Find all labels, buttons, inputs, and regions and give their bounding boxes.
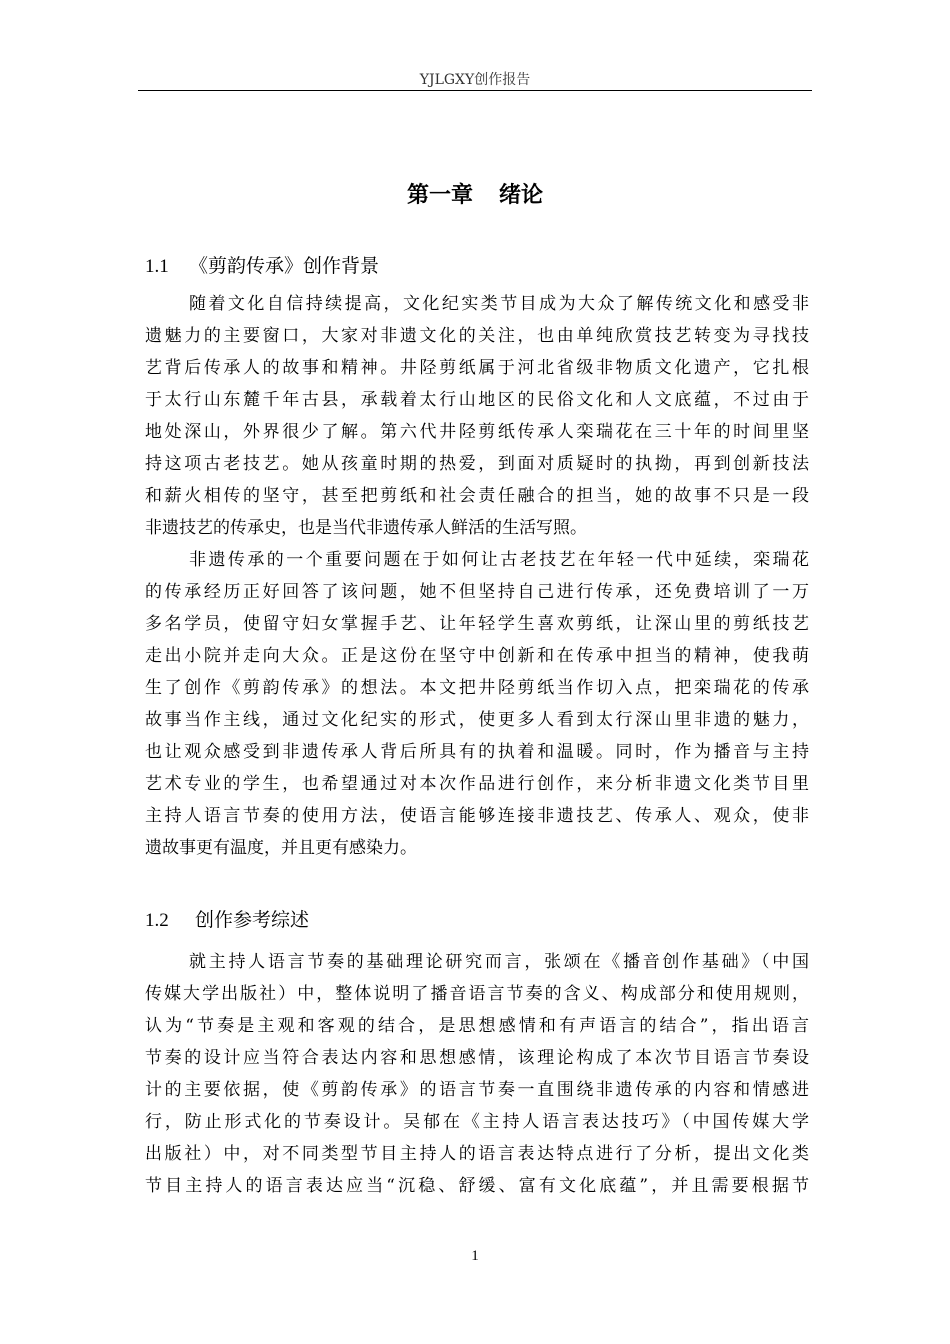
paragraph-line: 传媒大学出版社）中，整体说明了播音语言节奏的含义、构成部分和使用规则，	[145, 984, 809, 1004]
paragraph-line: 出版社）中，对不同类型节目主持人的语言表达特点进行了分析，提出文化类	[145, 1144, 809, 1164]
paragraph-line: 遗魅力的主要窗口，大家对非遗文化的关注，也由单纯欣赏技艺转变为寻找技	[145, 326, 809, 346]
paragraph-line: 认为“节奏是主观和客观的结合，是思想感情和有声语言的结合”，指出语言	[145, 1016, 809, 1036]
header-rule	[138, 90, 812, 91]
section-number: 1.2	[145, 910, 169, 931]
page-number: 1	[471, 1248, 479, 1264]
paragraph-line: 也让观众感受到非遗传承人背后所具有的执着和温暖。同时，作为播音与主持	[145, 742, 809, 762]
paragraph-line: 地处深山，外界很少了解。第六代井陉剪纸传承人栾瑞花在三十年的时间里坚	[145, 422, 809, 442]
section-1-2-body	[145, 946, 809, 1202]
paragraph-line: 就主持人语言节奏的基础理论研究而言，张颂在《播音创作基础》（中国	[189, 952, 809, 972]
paragraph-line: 走出小院并走向大众。正是这份在坚守中创新和在传承中担当的精神，使我萌	[145, 646, 809, 666]
paragraph-line: 艺背后传承人的故事和精神。井陉剪纸属于河北省级非物质文化遗产，它扎根	[145, 358, 809, 378]
section-heading-1-1	[145, 252, 379, 281]
paragraph-line: 生了创作《剪韵传承》的想法。本文把井陉剪纸当作切入点，把栾瑞花的传承	[145, 678, 809, 698]
paragraph-line: 和薪火相传的坚守，甚至把剪纸和社会责任融合的担当，她的故事不只是一段	[145, 486, 809, 506]
paragraph-line: 非遗技艺的传承史，也是当代非遗传承人鲜活的生活写照。	[145, 518, 587, 538]
paragraph-line: 多名学员，使留守妇女掌握手艺、让年轻学生喜欢剪纸，让深山里的剪纸技艺	[145, 614, 809, 634]
paragraph-line: 行，防止形式化的节奏设计。吴郁在《主持人语言表达技巧》（中国传媒大学	[145, 1112, 809, 1132]
chapter-title	[138, 180, 812, 212]
paragraph-line: 节目主持人的语言表达应当“沉稳、舒缓、富有文化底蕴”，并且需要根据节	[145, 1176, 809, 1196]
paragraph-line: 于太行山东麓千年古县，承载着太行山地区的民俗文化和人文底蕴，不过由于	[145, 390, 809, 410]
paragraph-line: 艺术专业的学生，也希望通过对本次作品进行创作，来分析非遗文化类节目里	[145, 774, 809, 794]
paragraph-line: 持这项古老技艺。她从孩童时期的热爱，到面对质疑时的执拗，再到创新技法	[145, 454, 809, 474]
section-title: 《剪韵传承》创作背景	[189, 255, 380, 277]
paragraph-line: 故事当作主线，通过文化纪实的形式，使更多人看到太行深山里非遗的魅力，	[145, 710, 809, 730]
paragraph-line: 的传承经历正好回答了该问题，她不但坚持自己进行传承，还免费培训了一万	[145, 582, 809, 602]
chapter-label: 第一章	[406, 183, 473, 208]
chapter-name: 绪论	[499, 183, 544, 208]
paragraph-line: 主持人语言节奏的使用方法，使语言能够连接非遗技艺、传承人、观众，使非	[145, 806, 809, 826]
paragraph-line: 随着文化自信持续提高，文化纪实类节目成为大众了解传统文化和感受非	[189, 294, 809, 314]
paragraph-line: 节奏的设计应当符合表达内容和思想感情，该理论构成了本次节目语言节奏设	[145, 1048, 809, 1068]
section-title: 创作参考综述	[195, 909, 310, 931]
paragraph-line: 遗故事更有温度，并且更有感染力。	[145, 838, 417, 858]
paragraph-line: 非遗传承的一个重要问题在于如何让古老技艺在年轻一代中延续，栾瑞花	[189, 550, 809, 570]
running-header: YJLGXY创作报告	[419, 72, 531, 88]
section-heading-1-2	[145, 906, 309, 935]
section-1-1-body	[145, 288, 809, 864]
paragraph-line: 计的主要依据，使《剪韵传承》的语言节奏一直围绕非遗传承的内容和情感进	[145, 1080, 809, 1100]
section-number: 1.1	[145, 256, 169, 277]
